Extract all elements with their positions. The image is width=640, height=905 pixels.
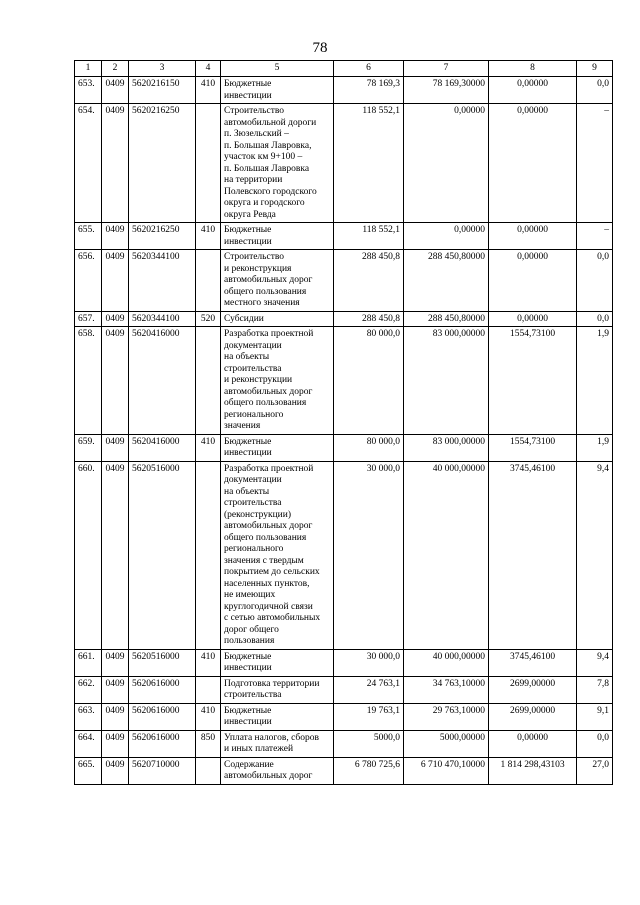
- amount-cell-col8: 2699,00000: [489, 676, 577, 703]
- expense-type-cell: [196, 757, 221, 784]
- amount-cell-col8: 0,00000: [489, 104, 577, 223]
- amount-cell-col6: 24 763,1: [334, 676, 404, 703]
- item-name-cell: Подготовка территории строительства: [221, 676, 334, 703]
- percent-cell-col9: 1,9: [577, 434, 613, 461]
- target-article-cell: 5620416000: [129, 327, 196, 435]
- section-code-cell: 0409: [102, 649, 129, 676]
- header-cell: 4: [196, 61, 221, 77]
- section-code-cell: 0409: [102, 311, 129, 327]
- amount-cell-col7: 0,00000: [404, 223, 489, 250]
- header-cell: 7: [404, 61, 489, 77]
- expense-type-cell: 410: [196, 434, 221, 461]
- row-number-cell: 655.: [75, 223, 102, 250]
- expense-type-cell: 850: [196, 730, 221, 757]
- row-number-cell: 657.: [75, 311, 102, 327]
- item-name-cell: Строительство автомобильной дороги п. Зюзельский – п. Большая Лавровка, участок км 9+100 – п. Большая Лавровка на территории Полевского городского округа и городского округа Ревда: [221, 104, 334, 223]
- row-number-cell: 661.: [75, 649, 102, 676]
- amount-cell-col8: 0,00000: [489, 730, 577, 757]
- amount-cell-col8: 3745,46100: [489, 649, 577, 676]
- percent-cell-col9: 9,4: [577, 461, 613, 649]
- amount-cell-col6: 288 450,8: [334, 311, 404, 327]
- amount-cell-col6: 288 450,8: [334, 250, 404, 312]
- section-code-cell: 0409: [102, 434, 129, 461]
- amount-cell-col7: 6 710 470,10000: [404, 757, 489, 784]
- percent-cell-col9: 0,0: [577, 730, 613, 757]
- section-code-cell: 0409: [102, 703, 129, 730]
- header-cell: 3: [129, 61, 196, 77]
- item-name-cell: Бюджетные инвестиции: [221, 223, 334, 250]
- amount-cell-col8: 1554,73100: [489, 327, 577, 435]
- amount-cell-col7: 40 000,00000: [404, 649, 489, 676]
- amount-cell-col7: 34 763,10000: [404, 676, 489, 703]
- target-article-cell: 5620344100: [129, 250, 196, 312]
- section-code-cell: 0409: [102, 757, 129, 784]
- percent-cell-col9: 9,1: [577, 703, 613, 730]
- section-code-cell: 0409: [102, 77, 129, 104]
- item-name-cell: Уплата налогов, сборов и иных платежей: [221, 730, 334, 757]
- item-name-cell: Бюджетные инвестиции: [221, 649, 334, 676]
- percent-cell-col9: 7,8: [577, 676, 613, 703]
- header-cell: 1: [75, 61, 102, 77]
- percent-cell-col9: 1,9: [577, 327, 613, 435]
- amount-cell-col7: 288 450,80000: [404, 250, 489, 312]
- amount-cell-col8: 0,00000: [489, 77, 577, 104]
- section-code-cell: 0409: [102, 250, 129, 312]
- row-number-cell: 656.: [75, 250, 102, 312]
- row-number-cell: 660.: [75, 461, 102, 649]
- table-body: [75, 61, 613, 785]
- header-row: [75, 61, 613, 77]
- table-row: [75, 311, 613, 327]
- expense-type-cell: [196, 327, 221, 435]
- expense-type-cell: 410: [196, 223, 221, 250]
- target-article-cell: 5620710000: [129, 757, 196, 784]
- amount-cell-col7: 29 763,10000: [404, 703, 489, 730]
- header-cell: 5: [221, 61, 334, 77]
- expense-type-cell: [196, 104, 221, 223]
- percent-cell-col9: –: [577, 104, 613, 223]
- row-number-cell: 659.: [75, 434, 102, 461]
- expense-type-cell: 410: [196, 77, 221, 104]
- item-name-cell: Бюджетные инвестиции: [221, 434, 334, 461]
- row-number-cell: 662.: [75, 676, 102, 703]
- item-name-cell: Разработка проектной документации на объекты строительства (реконструкции) автомобильных дорог общего пользования регионального значения с твердым покрытием до сельских населенных пунктов, не имеющих круглогодичной связи с сетью автомобильных дорог общего пользования: [221, 461, 334, 649]
- amount-cell-col8: 1 814 298,43103: [489, 757, 577, 784]
- percent-cell-col9: 0,0: [577, 250, 613, 312]
- table-row: [75, 104, 613, 223]
- amount-cell-col6: 78 169,3: [334, 77, 404, 104]
- amount-cell-col6: 80 000,0: [334, 434, 404, 461]
- expense-type-cell: 410: [196, 703, 221, 730]
- percent-cell-col9: 0,0: [577, 311, 613, 327]
- expense-type-cell: [196, 461, 221, 649]
- amount-cell-col6: 118 552,1: [334, 223, 404, 250]
- table-row: [75, 327, 613, 435]
- budget-table: [74, 60, 613, 785]
- amount-cell-col7: 40 000,00000: [404, 461, 489, 649]
- section-code-cell: 0409: [102, 676, 129, 703]
- item-name-cell: Строительство и реконструкция автомобильных дорог общего пользования местного значения: [221, 250, 334, 312]
- row-number-cell: 653.: [75, 77, 102, 104]
- amount-cell-col8: 2699,00000: [489, 703, 577, 730]
- amount-cell-col8: 0,00000: [489, 311, 577, 327]
- target-article-cell: 5620344100: [129, 311, 196, 327]
- target-article-cell: 5620616000: [129, 676, 196, 703]
- amount-cell-col6: 5000,0: [334, 730, 404, 757]
- percent-cell-col9: –: [577, 223, 613, 250]
- page-number: 78: [312, 40, 328, 56]
- expense-type-cell: [196, 676, 221, 703]
- section-code-cell: 0409: [102, 104, 129, 223]
- row-number-cell: 664.: [75, 730, 102, 757]
- amount-cell-col6: 30 000,0: [334, 649, 404, 676]
- percent-cell-col9: 27,0: [577, 757, 613, 784]
- amount-cell-col6: 118 552,1: [334, 104, 404, 223]
- amount-cell-col8: 0,00000: [489, 250, 577, 312]
- row-number-cell: 654.: [75, 104, 102, 223]
- target-article-cell: 5620416000: [129, 434, 196, 461]
- row-number-cell: 658.: [75, 327, 102, 435]
- amount-cell-col8: 1554,73100: [489, 434, 577, 461]
- header-cell: 8: [489, 61, 577, 77]
- item-name-cell: Бюджетные инвестиции: [221, 77, 334, 104]
- table-row: [75, 703, 613, 730]
- target-article-cell: 5620216250: [129, 223, 196, 250]
- section-code-cell: 0409: [102, 461, 129, 649]
- table-row: [75, 434, 613, 461]
- table-row: [75, 676, 613, 703]
- table-row: [75, 223, 613, 250]
- amount-cell-col6: 19 763,1: [334, 703, 404, 730]
- amount-cell-col6: 6 780 725,6: [334, 757, 404, 784]
- target-article-cell: 5620216150: [129, 77, 196, 104]
- amount-cell-col7: 83 000,00000: [404, 434, 489, 461]
- amount-cell-col7: 0,00000: [404, 104, 489, 223]
- target-article-cell: 5620516000: [129, 649, 196, 676]
- amount-cell-col7: 5000,00000: [404, 730, 489, 757]
- amount-cell-col8: 0,00000: [489, 223, 577, 250]
- item-name-cell: Разработка проектной документации на объекты строительства и реконструкции автомобильных дорог общего пользования регионального значения: [221, 327, 334, 435]
- amount-cell-col7: 78 169,30000: [404, 77, 489, 104]
- section-code-cell: 0409: [102, 223, 129, 250]
- expense-type-cell: 410: [196, 649, 221, 676]
- item-name-cell: Бюджетные инвестиции: [221, 703, 334, 730]
- target-article-cell: 5620516000: [129, 461, 196, 649]
- item-name-cell: Содержание автомобильных дорог: [221, 757, 334, 784]
- percent-cell-col9: 9,4: [577, 649, 613, 676]
- table-row: [75, 250, 613, 312]
- target-article-cell: 5620216250: [129, 104, 196, 223]
- table-row: [75, 649, 613, 676]
- amount-cell-col6: 80 000,0: [334, 327, 404, 435]
- table-row: [75, 730, 613, 757]
- header-cell: 6: [334, 61, 404, 77]
- table-row: [75, 461, 613, 649]
- amount-cell-col7: 83 000,00000: [404, 327, 489, 435]
- item-name-cell: Субсидии: [221, 311, 334, 327]
- amount-cell-col6: 30 000,0: [334, 461, 404, 649]
- row-number-cell: 663.: [75, 703, 102, 730]
- percent-cell-col9: 0,0: [577, 77, 613, 104]
- row-number-cell: 665.: [75, 757, 102, 784]
- section-code-cell: 0409: [102, 327, 129, 435]
- expense-type-cell: [196, 250, 221, 312]
- header-cell: 2: [102, 61, 129, 77]
- target-article-cell: 5620616000: [129, 703, 196, 730]
- table-row: [75, 77, 613, 104]
- header-cell: 9: [577, 61, 613, 77]
- target-article-cell: 5620616000: [129, 730, 196, 757]
- table-row: [75, 757, 613, 784]
- amount-cell-col7: 288 450,80000: [404, 311, 489, 327]
- section-code-cell: 0409: [102, 730, 129, 757]
- expense-type-cell: 520: [196, 311, 221, 327]
- amount-cell-col8: 3745,46100: [489, 461, 577, 649]
